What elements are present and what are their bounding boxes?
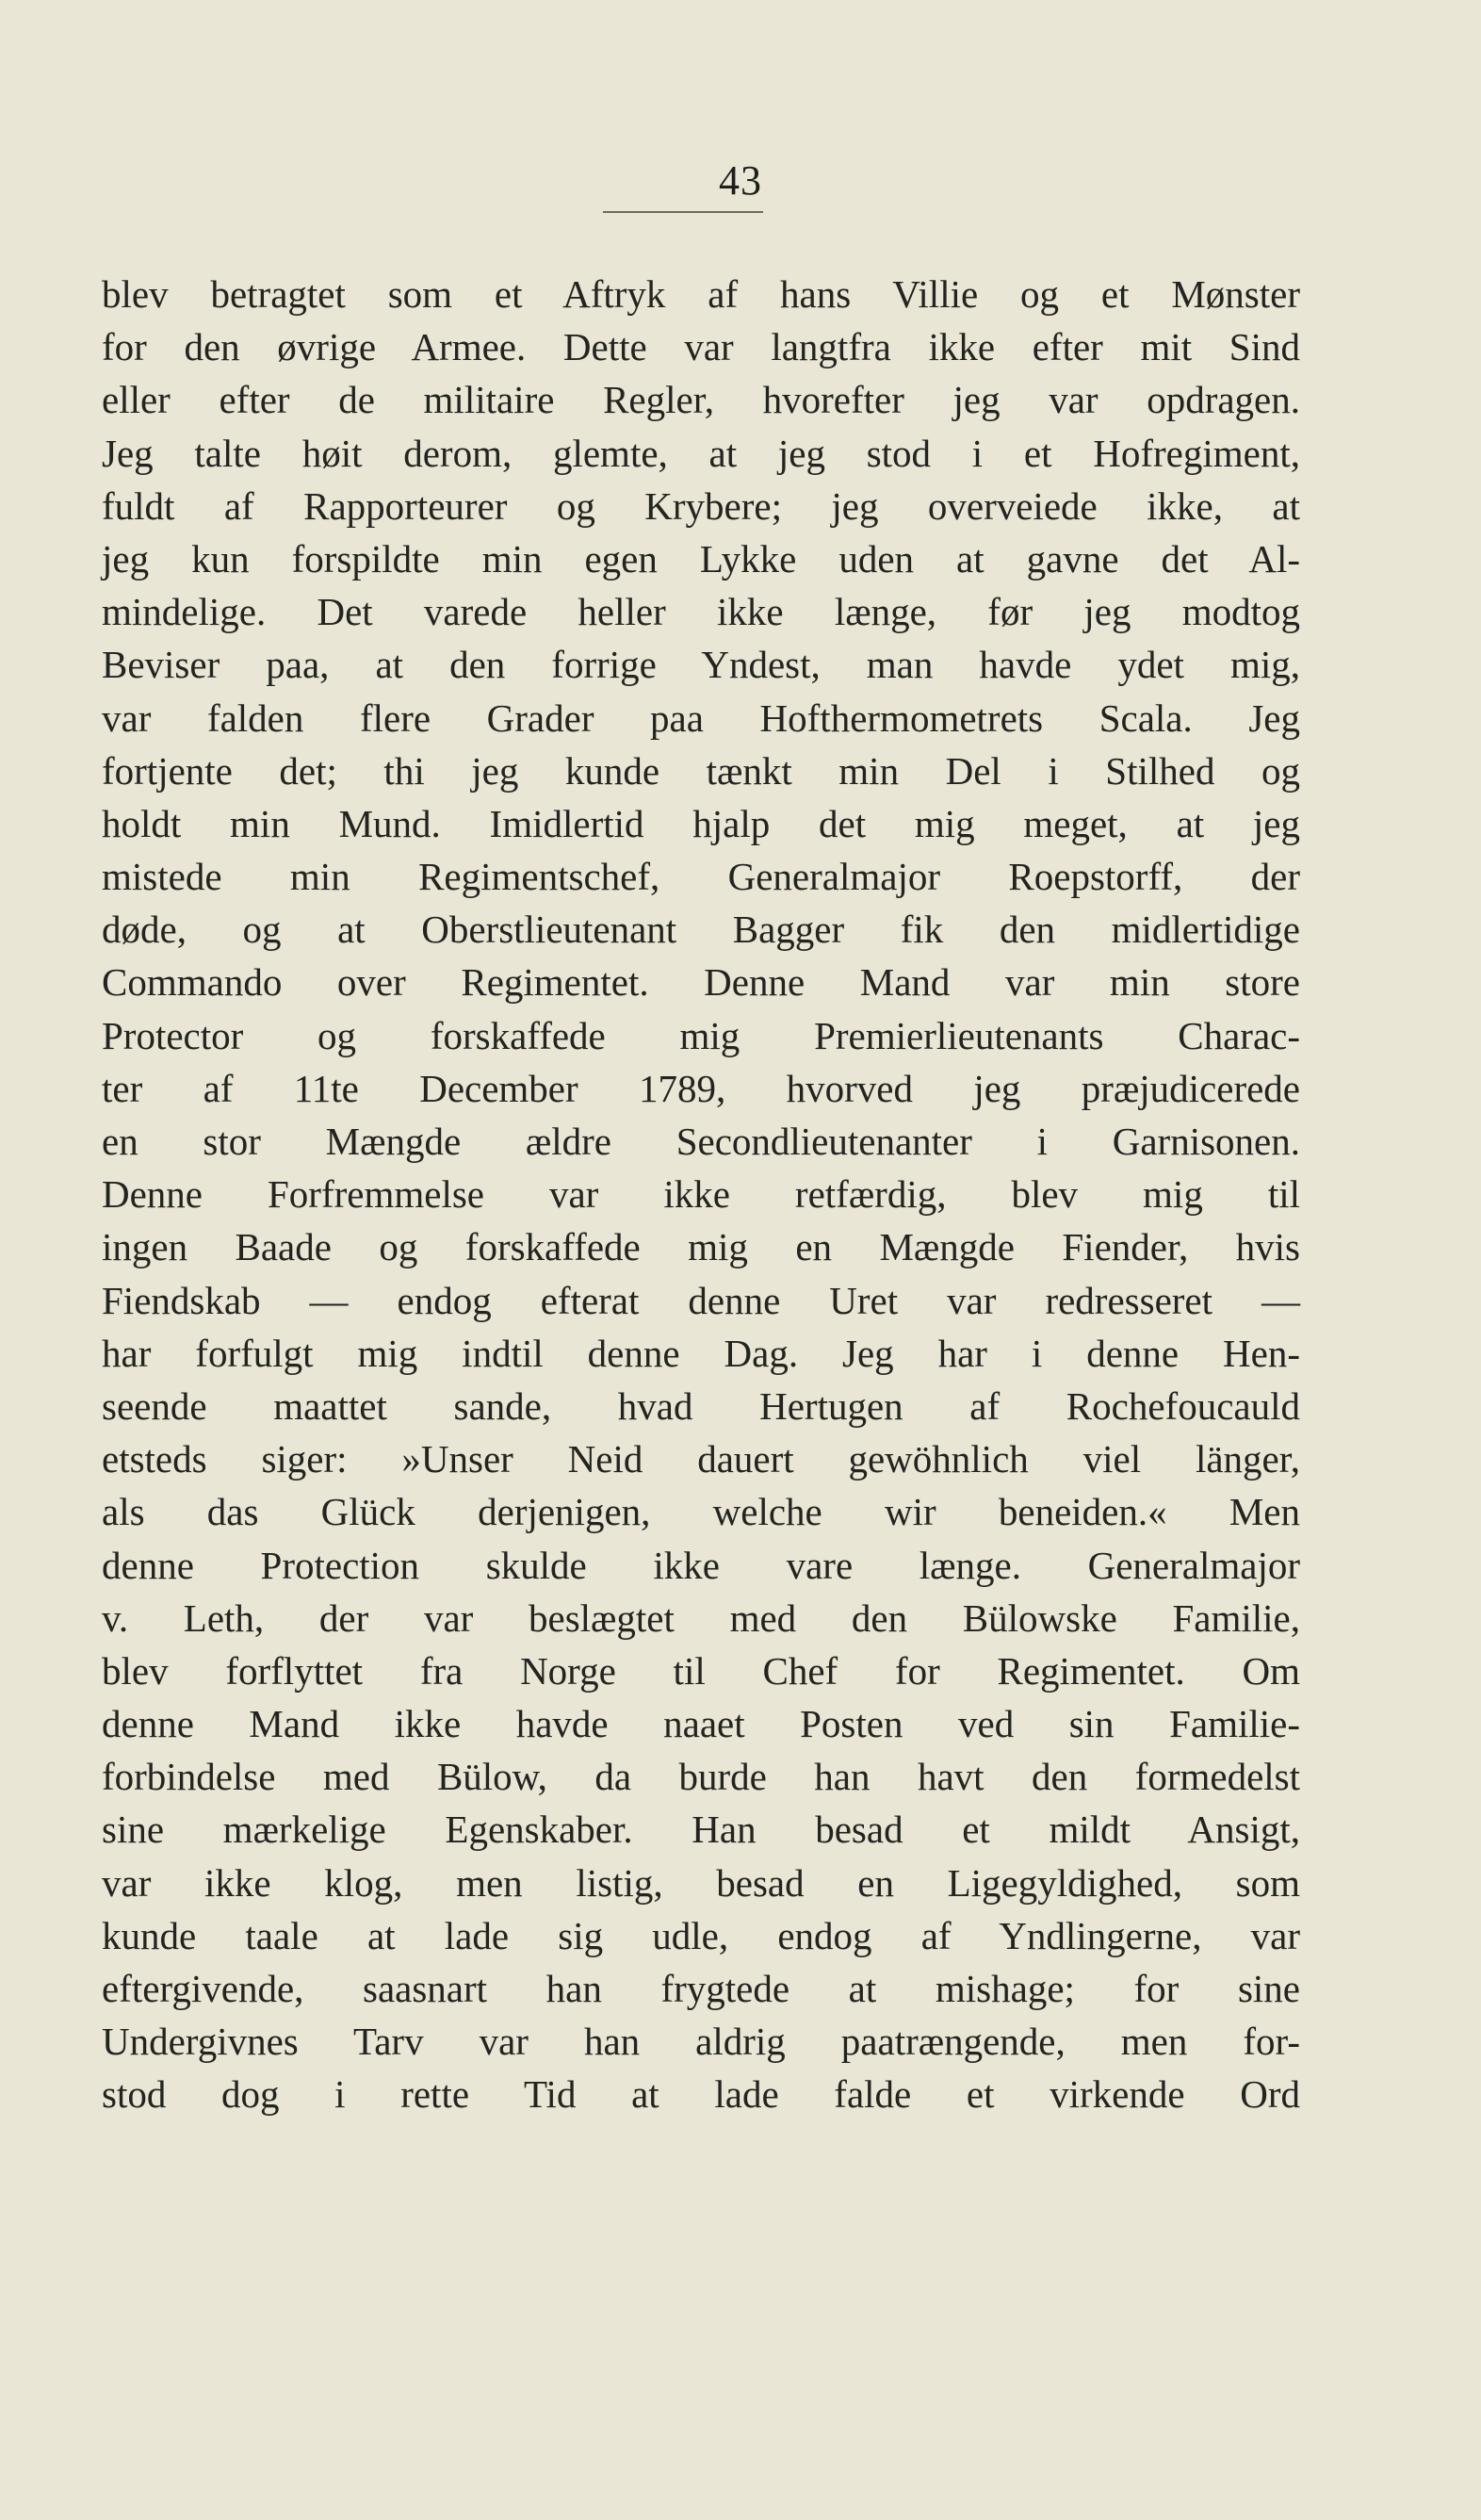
text-line: holdt min Mund. Imidlertid hjalp det mig meget, at jeg <box>102 801 1300 845</box>
text-line: blev forflyttet fra Norge til Chef for Regimentet. Om <box>102 1648 1300 1693</box>
text-line: fortjente det; thi jeg kunde tænkt min Del i Stilhed og <box>102 748 1300 793</box>
body-text <box>102 268 1300 2121</box>
text-line: har forfulgt mig indtil denne Dag. Jeg har i denne Hen- <box>102 1331 1300 1375</box>
page-number: 43 <box>719 157 762 204</box>
text-line: Protector og forskaffede mig Premierlieutenants Charac- <box>102 1013 1300 1057</box>
text-line: Jeg talte høit derom, glemte, at jeg stod i et Hofregiment, <box>102 431 1300 475</box>
text-line: Fiendskab — endog efterat denne Uret var redresseret — <box>102 1278 1300 1322</box>
text-line: denne Protection skulde ikke vare længe. Generalmajor <box>102 1543 1300 1587</box>
header-rule <box>603 211 763 213</box>
text-line: eller efter de militaire Regler, hvorefter jeg var opdragen. <box>102 378 1300 422</box>
text-line: blev betragtet som et Aftryk af hans Villie og et Mønster <box>102 272 1300 316</box>
text-line: døde, og at Oberstlieutenant Bagger fik den midlertidige <box>102 908 1300 952</box>
text-line: for den øvrige Armee. Dette var langtfra ikke efter mit Sind <box>102 325 1300 369</box>
text-line: seende maattet sande, hvad Hertugen af Rochefoucauld <box>102 1383 1300 1428</box>
text-line: kunde taale at lade sig udle, endog af Yndlingerne, var <box>102 1913 1300 1957</box>
text-line: stod dog i rette Tid at lade falde et virkende Ord <box>102 2072 1300 2117</box>
text-line: jeg kun forspildte min egen Lykke uden at gavne det Al- <box>102 536 1300 581</box>
text-line: forbindelse med Bülow, da burde han havt den formedelst <box>102 1755 1300 1799</box>
text-line: ingen Baade og forskaffede mig en Mængde Fiender, hvis <box>102 1225 1300 1269</box>
text-line: mistede min Regimentschef, Generalmajor Roepstorff, der <box>102 855 1300 899</box>
text-line: sine mærkelige Egenskaber. Han besad et mildt Ansigt, <box>102 1808 1300 1852</box>
text-line: Undergivnes Tarv var han aldrig paatrængende, men for- <box>102 2020 1300 2064</box>
text-line: var falden flere Grader paa Hofthermometrets Scala. Jeg <box>102 695 1300 740</box>
text-line: mindelige. Det varede heller ikke længe, før jeg modtog <box>102 590 1300 634</box>
text-line: v. Leth, der var beslægtet med den Bülowske Familie, <box>102 1595 1300 1640</box>
text-line: etsteds siger: »Unser Neid dauert gewöhnlich viel länger, <box>102 1437 1300 1481</box>
text-line: als das Glück derjenigen, welche wir beneiden.« Men <box>102 1490 1300 1534</box>
text-line: ter af 11te December 1789, hvorved jeg præjudicerede <box>102 1066 1300 1110</box>
text-line: eftergivende, saasnart han frygtede at mishage; for sine <box>102 1967 1300 2010</box>
text-line: Beviser paa, at den forrige Yndest, man havde ydet mig, <box>102 643 1300 687</box>
text-line: fuldt af Rapporteurer og Krybere; jeg overveiede ikke, at <box>102 483 1300 528</box>
text-line: en stor Mængde ældre Secondlieutenanter i Garnisonen. <box>102 1120 1300 1163</box>
text-line: Commando over Regimentet. Denne Mand var min store <box>102 960 1300 1005</box>
text-line: Denne Forfremmelse var ikke retfærdig, blev mig til <box>102 1172 1300 1217</box>
text-line: denne Mand ikke havde naaet Posten ved sin Familie- <box>102 1702 1300 1746</box>
text-line: var ikke klog, men listig, besad en Ligegyldighed, som <box>102 1860 1300 1905</box>
